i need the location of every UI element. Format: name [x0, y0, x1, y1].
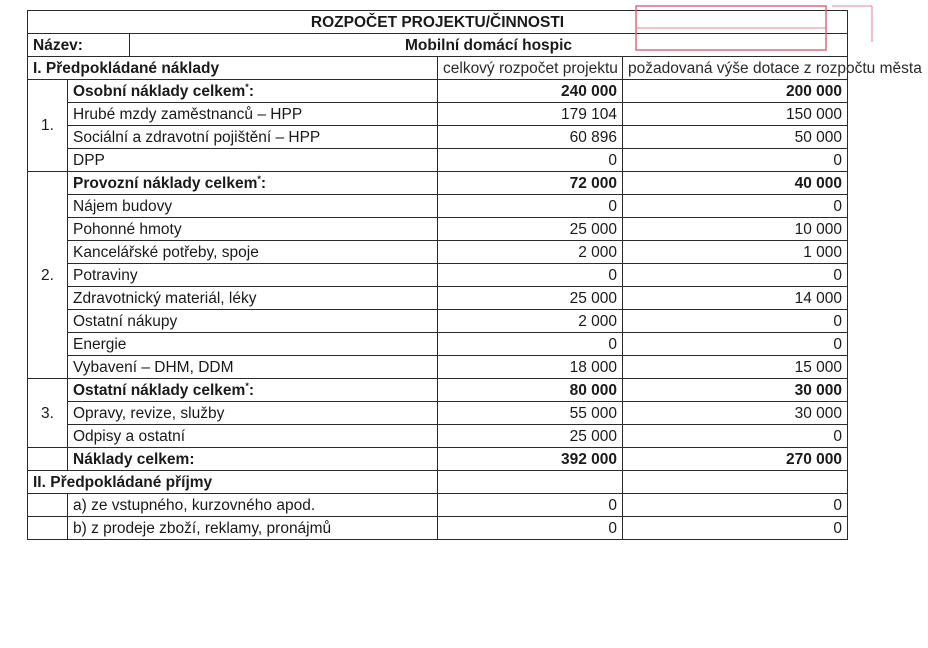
cost-item-requested: 150 000	[623, 103, 848, 126]
cost-item-requested: 0	[623, 149, 848, 172]
cost-item-label: Ostatní nákupy	[68, 310, 438, 333]
cost-item-total: 25 000	[438, 287, 623, 310]
subtotal-row	[28, 172, 848, 195]
cost-item-row	[28, 149, 848, 172]
costs-total-label: Náklady celkem:	[68, 448, 438, 471]
income-item-requested: 0	[623, 494, 848, 517]
income-header-total-cell	[438, 471, 623, 494]
cost-item-total: 2 000	[438, 241, 623, 264]
cost-item-row	[28, 195, 848, 218]
cost-item-total: 55 000	[438, 402, 623, 425]
section-income-heading: II. Předpokládané příjmy	[28, 471, 438, 494]
footnote-mark: *	[245, 81, 249, 92]
cost-item-requested: 50 000	[623, 126, 848, 149]
subtotal-total-value: 80 000	[438, 379, 623, 402]
name-row	[28, 34, 848, 57]
cost-item-total: 0	[438, 195, 623, 218]
income-item-total: 0	[438, 517, 623, 540]
income-item-label: a) ze vstupného, kurzovného apod.	[68, 494, 438, 517]
income-item-total: 0	[438, 494, 623, 517]
cost-item-requested: 15 000	[623, 356, 848, 379]
cost-item-row	[28, 287, 848, 310]
cost-item-row	[28, 264, 848, 287]
income-item-label: b) z prodeje zboží, reklamy, pronájmů	[68, 517, 438, 540]
budget-table	[27, 10, 922, 540]
subtotal-label-text: Provozní náklady celkem	[73, 174, 258, 192]
cost-item-requested: 0	[623, 195, 848, 218]
costs-requested-value: 270 000	[623, 448, 848, 471]
cost-item-total: 0	[438, 264, 623, 287]
column-requested-header: požadovaná výše dotace z rozpočtu města	[623, 57, 848, 80]
subtotal-label: Osobní náklady celkem*:	[68, 80, 438, 103]
subtotal-label-text: Ostatní náklady celkem	[73, 381, 246, 399]
cost-item-requested: 10 000	[623, 218, 848, 241]
cost-item-requested: 0	[623, 333, 848, 356]
project-name: Mobilní domácí hospic	[130, 34, 848, 57]
cost-item-label: Odpisy a ostatní	[68, 425, 438, 448]
costs-total-value: 392 000	[438, 448, 623, 471]
cost-item-label: Pohonné hmoty	[68, 218, 438, 241]
title-row	[28, 11, 848, 34]
costs-total-index-cell	[28, 448, 68, 471]
cost-item-label: Sociální a zdravotní pojištění – HPP	[68, 126, 438, 149]
subtotal-total-value: 72 000	[438, 172, 623, 195]
cost-item-total: 2 000	[438, 310, 623, 333]
cost-item-total: 0	[438, 333, 623, 356]
footnote-mark: *	[245, 380, 249, 391]
subtotal-total-value: 240 000	[438, 80, 623, 103]
cost-item-row	[28, 241, 848, 264]
cost-item-requested: 14 000	[623, 287, 848, 310]
income-item-row	[28, 517, 848, 540]
cost-item-row	[28, 126, 848, 149]
subtotal-row	[28, 80, 848, 103]
group-index: 3.	[28, 379, 68, 448]
cost-item-row	[28, 103, 848, 126]
cost-item-row	[28, 218, 848, 241]
group-index: 1.	[28, 80, 68, 172]
cost-item-row	[28, 310, 848, 333]
cost-item-total: 60 896	[438, 126, 623, 149]
header-row	[28, 57, 848, 80]
cost-item-row	[28, 425, 848, 448]
subtotal-label: Ostatní náklady celkem*:	[68, 379, 438, 402]
subtotal-row	[28, 379, 848, 402]
cost-item-total: 179 104	[438, 103, 623, 126]
income-item-index-cell	[28, 494, 68, 517]
cost-item-label: Potraviny	[68, 264, 438, 287]
cost-item-requested: 0	[623, 310, 848, 333]
cost-item-label: Zdravotnický materiál, léky	[68, 287, 438, 310]
name-label: Název:	[28, 34, 130, 57]
group-index: 2.	[28, 172, 68, 379]
cost-item-row	[28, 333, 848, 356]
section-costs-heading: I. Předpokládané náklady	[28, 57, 438, 80]
cost-item-label: Kancelářské potřeby, spoje	[68, 241, 438, 264]
cost-item-total: 0	[438, 149, 623, 172]
cost-item-total: 25 000	[438, 425, 623, 448]
cost-item-label: Opravy, revize, služby	[68, 402, 438, 425]
cost-item-requested: 30 000	[623, 402, 848, 425]
cost-item-label: DPP	[68, 149, 438, 172]
income-header-requested-cell	[623, 471, 848, 494]
cost-item-label: Energie	[68, 333, 438, 356]
cost-item-label: Vybavení – DHM, DDM	[68, 356, 438, 379]
subtotal-requested-value: 200 000	[623, 80, 848, 103]
cost-item-label: Nájem budovy	[68, 195, 438, 218]
column-total-header: celkový rozpočet projektu	[438, 57, 623, 80]
cost-item-requested: 1 000	[623, 241, 848, 264]
cost-item-row	[28, 356, 848, 379]
cost-item-requested: 0	[623, 264, 848, 287]
subtotal-label: Provozní náklady celkem*:	[68, 172, 438, 195]
footnote-mark: *	[257, 173, 261, 184]
income-item-requested: 0	[623, 517, 848, 540]
cost-item-requested: 0	[623, 425, 848, 448]
costs-total-row	[28, 448, 848, 471]
cost-item-total: 25 000	[438, 218, 623, 241]
cost-item-label: Hrubé mzdy zaměstnanců – HPP	[68, 103, 438, 126]
income-item-row	[28, 494, 848, 517]
cost-item-row	[28, 402, 848, 425]
subtotal-label-text: Osobní náklady celkem	[73, 82, 246, 100]
subtotal-requested-value: 40 000	[623, 172, 848, 195]
income-header-row	[28, 471, 848, 494]
cost-item-total: 18 000	[438, 356, 623, 379]
income-item-index-cell	[28, 517, 68, 540]
document-title: ROZPOČET PROJEKTU/ČINNOSTI	[28, 11, 848, 34]
subtotal-requested-value: 30 000	[623, 379, 848, 402]
